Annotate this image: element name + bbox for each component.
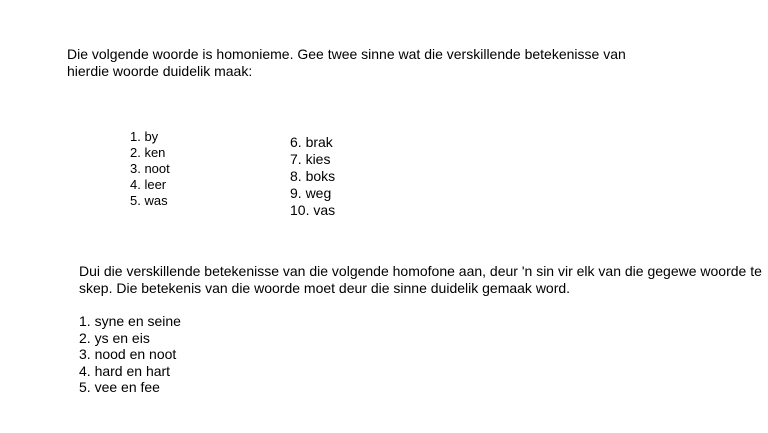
list-item: 3. nood en noot [79, 346, 177, 362]
list-item: 3. noot [130, 161, 170, 176]
list-item: 9. weg [290, 185, 332, 201]
list-item: 1. syne en seine [79, 313, 181, 329]
list-item: 5. vee en fee [79, 379, 160, 395]
list-item: 10. vas [290, 202, 336, 218]
homonym-list-left [130, 129, 170, 209]
list-item: 7. kies [290, 151, 331, 167]
list-item: 4. hard en hart [79, 362, 171, 379]
list-item: 1. by [130, 129, 159, 144]
list-item: 4. leer [130, 177, 167, 192]
list-item: 5. was [130, 193, 168, 208]
homonym-list-right [290, 134, 335, 219]
list-item: 6. brak [290, 134, 333, 150]
homophones-instruction: Dui die verskillende betekenisse van die volgende homofone aan, deur 'n sin vir elk van die gegewe woorde te skep. Die betekenis van die woorde moet deur die sinne duidelik gemaak word. [79, 263, 762, 296]
list-item: 2. ys en eis [79, 329, 150, 346]
homonyms-instruction: Die volgende woorde is homonieme. Gee twee sinne wat die verskillende betekenisse van hierdie woorde duidelik maak: [67, 46, 626, 79]
list-item: 2. ken [130, 145, 166, 160]
homophone-pair-list [79, 313, 181, 396]
list-item: 8. boks [290, 168, 336, 184]
